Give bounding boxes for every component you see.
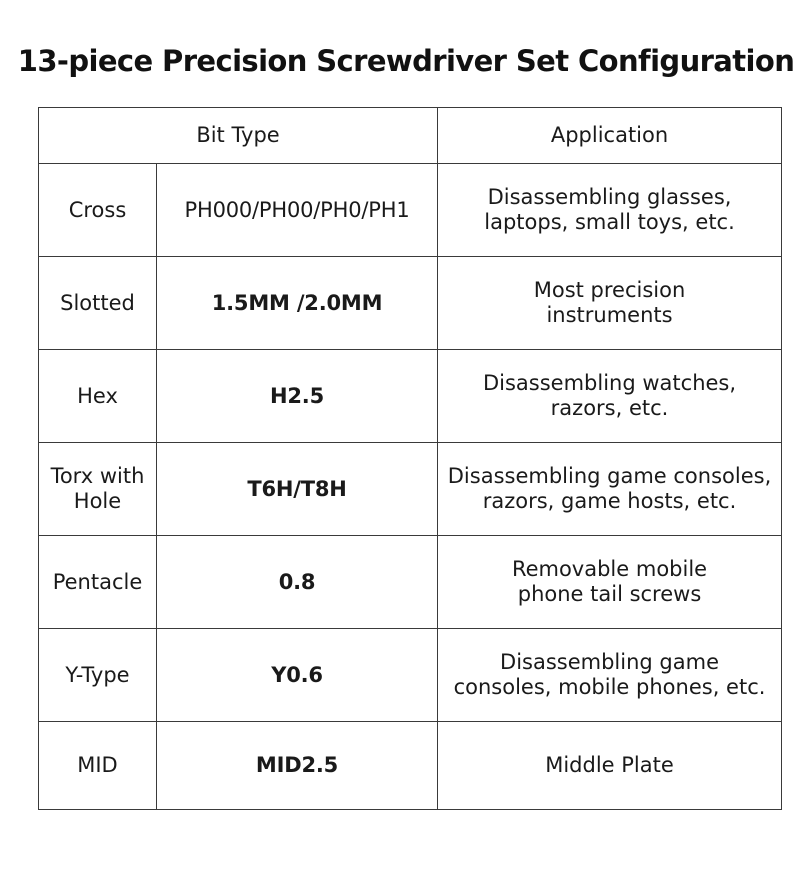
application-cell: Most precision instruments bbox=[438, 257, 782, 350]
header-application: Application bbox=[438, 108, 782, 164]
application-cell: Disassembling game consoles, mobile phones, etc. bbox=[438, 629, 782, 722]
bit-size-cell: MID2.5 bbox=[157, 722, 438, 810]
bit-size-cell: PH000/PH00/PH0/PH1 bbox=[157, 164, 438, 257]
application-cell: Middle Plate bbox=[438, 722, 782, 810]
table-row bbox=[39, 350, 782, 443]
bit-type-cell: Pentacle bbox=[39, 536, 157, 629]
bit-type-cell: MID bbox=[39, 722, 157, 810]
bit-size-cell: 0.8 bbox=[157, 536, 438, 629]
table-row bbox=[39, 629, 782, 722]
bit-size-cell: Y0.6 bbox=[157, 629, 438, 722]
bit-size-cell: T6H/T8H bbox=[157, 443, 438, 536]
table-row bbox=[39, 722, 782, 810]
bit-type-cell: Cross bbox=[39, 164, 157, 257]
application-cell: Disassembling watches, razors, etc. bbox=[438, 350, 782, 443]
bit-size-cell: 1.5MM /2.0MM bbox=[157, 257, 438, 350]
application-cell: Removable mobile phone tail screws bbox=[438, 536, 782, 629]
header-bit-type: Bit Type bbox=[39, 108, 438, 164]
bit-size-cell: H2.5 bbox=[157, 350, 438, 443]
application-cell: Disassembling game consoles, razors, game hosts, etc. bbox=[438, 443, 782, 536]
table-row bbox=[39, 443, 782, 536]
page-title: 13-piece Precision Screwdriver Set Configuration bbox=[17, 44, 795, 78]
bit-type-cell: Torx with Hole bbox=[39, 443, 157, 536]
table-header-row bbox=[39, 108, 782, 164]
table-row bbox=[39, 536, 782, 629]
bit-type-cell: Slotted bbox=[39, 257, 157, 350]
bit-type-cell: Hex bbox=[39, 350, 157, 443]
configuration-table bbox=[38, 107, 782, 810]
application-cell: Disassembling glasses, laptops, small toys, etc. bbox=[438, 164, 782, 257]
table-row bbox=[39, 257, 782, 350]
table-row bbox=[39, 164, 782, 257]
bit-type-cell: Y-Type bbox=[39, 629, 157, 722]
